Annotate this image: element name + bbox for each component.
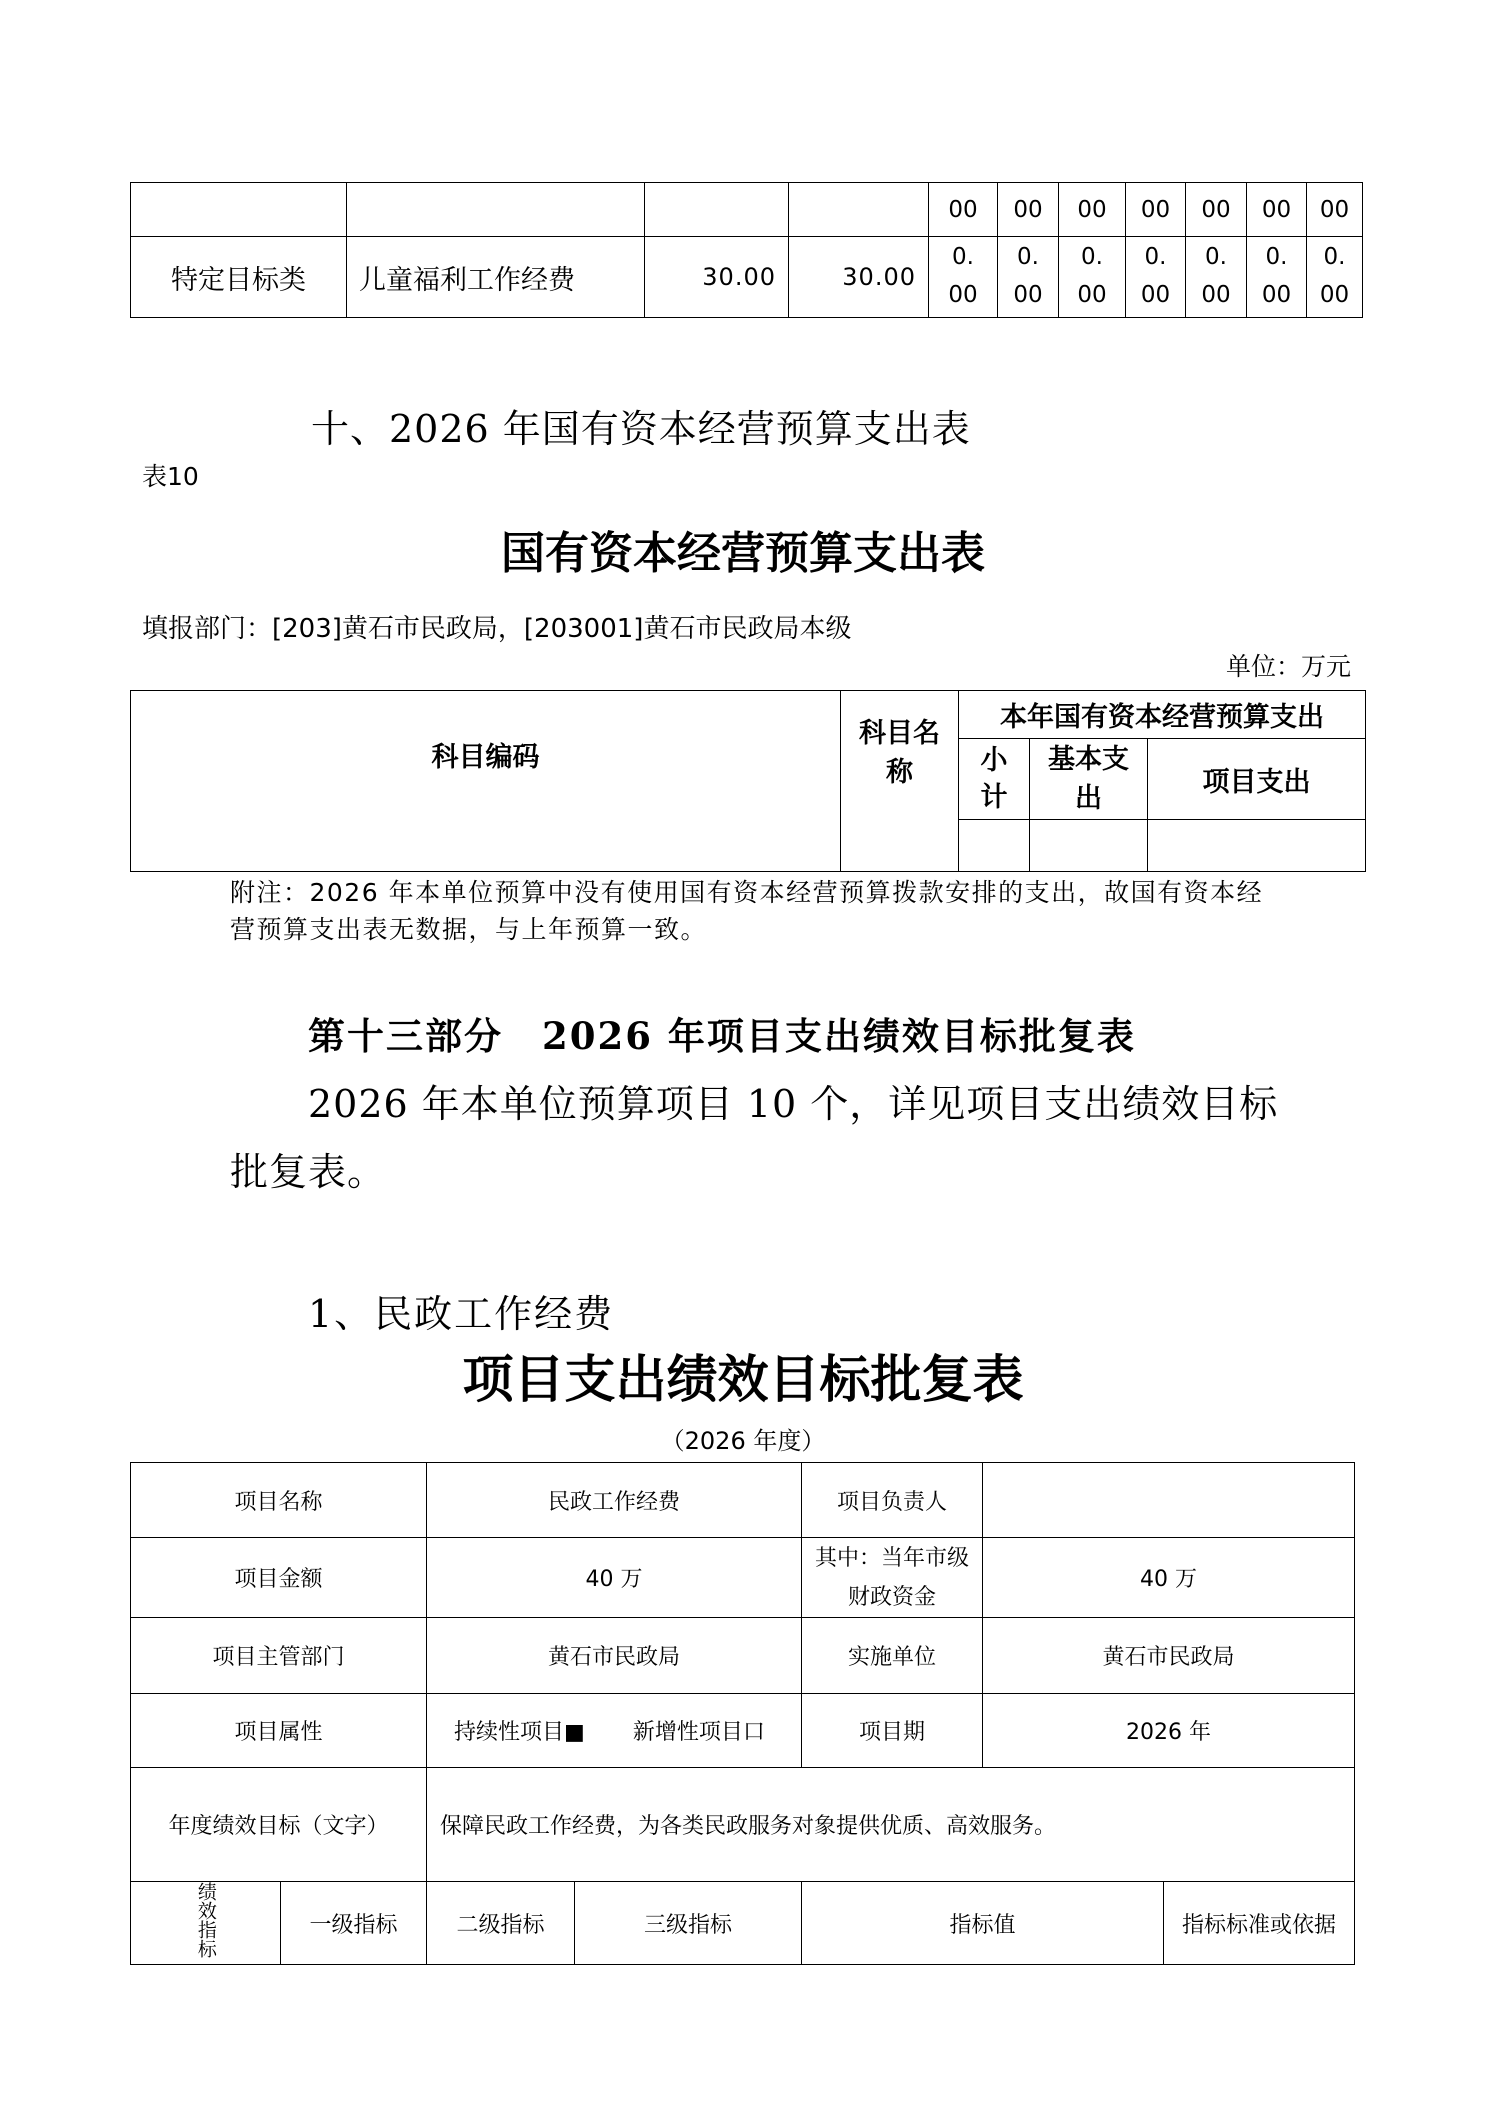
category-cell: 特定目标类 — [131, 237, 347, 318]
table-cell — [1247, 237, 1307, 318]
indicator-level1-header: 一级指标 — [281, 1882, 427, 1965]
form-row — [131, 1768, 1355, 1882]
amount-subtotal-cell: 30.00 — [789, 237, 929, 318]
cell-value: 0.00 — [1319, 244, 1350, 308]
label-impl-unit: 实施单位 — [802, 1618, 983, 1694]
form-title: 项目支出绩效目标批复表 — [462, 1350, 1024, 1410]
table-cell: 00 — [1307, 183, 1363, 237]
form-row — [131, 1463, 1355, 1538]
table-title: 国有资本经营预算支出表 — [501, 528, 985, 579]
label-project-name: 项目名称 — [131, 1463, 427, 1538]
value-annual-goal: 保障民政工作经费，为各类民政服务对象提供优质、高效服务。 — [427, 1768, 1355, 1882]
cell-value: 0.00 — [948, 244, 978, 308]
table-cell: 00 — [929, 183, 998, 237]
cell-value: 0.00 — [1077, 244, 1107, 308]
column-group-header: 本年国有资本经营预算支出 — [959, 691, 1366, 739]
label-city-funds-text: 其中：当年市级财政资金 — [815, 1545, 970, 1610]
value-impl-unit: 黄石市民政局 — [983, 1618, 1355, 1694]
table-cell: 00 — [1247, 183, 1307, 237]
table-cell — [959, 820, 1030, 872]
value-project-amount: 40 万 — [427, 1538, 802, 1618]
paragraph-line: 批复表。 — [230, 1150, 387, 1194]
indicator-basis-header: 指标标准或依据 — [1164, 1882, 1355, 1965]
amount-total-cell: 30.00 — [645, 237, 789, 318]
value-attribute — [427, 1694, 802, 1768]
table-header-row — [131, 691, 1366, 739]
value-project-name: 民政工作经费 — [427, 1463, 802, 1538]
table-cell: 00 — [1126, 183, 1186, 237]
indicator-group-header — [131, 1882, 281, 1965]
label-annual-goal: 年度绩效目标（文字） — [131, 1768, 427, 1882]
column-header-name-text: 科目名称 — [859, 718, 940, 788]
table-cell — [347, 183, 645, 237]
table-cell — [929, 237, 998, 318]
column-header-name — [841, 691, 959, 872]
table-cell — [131, 183, 347, 237]
indicator-level2-header: 二级指标 — [427, 1882, 575, 1965]
continued-budget-table — [130, 182, 1363, 318]
form-row — [131, 1538, 1355, 1618]
table-row — [131, 237, 1363, 318]
table-row — [131, 183, 1363, 237]
label-period: 项目期 — [802, 1694, 983, 1768]
table-cell — [998, 237, 1059, 318]
table-cell — [1307, 237, 1363, 318]
value-city-funds: 40 万 — [983, 1538, 1355, 1618]
form-row — [131, 1618, 1355, 1694]
project-name-cell: 儿童福利工作经费 — [347, 237, 645, 318]
column-header-project: 项目支出 — [1148, 739, 1366, 820]
table-cell: 00 — [1186, 183, 1247, 237]
section-heading: 十、2026 年国有资本经营预算支出表 — [311, 407, 971, 451]
indicator-group-text: 绩效指标 — [194, 1882, 217, 1958]
form-row — [131, 1694, 1355, 1768]
state-capital-budget-table — [130, 690, 1366, 872]
reporting-unit: 填报部门：[203]黄石市民政局，[203001]黄石市民政局本级 — [142, 614, 852, 644]
cell-value: 0.00 — [1261, 244, 1292, 308]
unit-label: 单位：万元 — [1225, 652, 1351, 681]
cell-value: 0.00 — [1013, 244, 1043, 308]
label-project-owner: 项目负责人 — [802, 1463, 983, 1538]
table-cell — [1186, 237, 1247, 318]
cell-value: 0.00 — [1201, 244, 1231, 308]
item-heading: 1、民政工作经费 — [308, 1292, 615, 1336]
form-year: （2026 年度） — [660, 1427, 826, 1455]
table-cell — [1030, 820, 1148, 872]
column-header-subtotal — [959, 739, 1030, 820]
indicator-level3-header: 三级指标 — [575, 1882, 802, 1965]
table-cell: 00 — [1059, 183, 1126, 237]
table-cell — [1148, 820, 1366, 872]
value-period: 2026 年 — [983, 1694, 1355, 1768]
table-number: 表10 — [142, 462, 199, 491]
label-city-funds — [802, 1538, 983, 1618]
note-line: 附注：2026 年本单位预算中没有使用国有资本经营预算拨款安排的支出，故国有资本经 — [230, 878, 1264, 907]
indicator-value-header: 指标值 — [802, 1882, 1164, 1965]
table-cell — [789, 183, 929, 237]
part-heading: 第十三部分 2026 年项目支出绩效目标批复表 — [308, 1014, 1136, 1058]
column-header-basic — [1030, 739, 1148, 820]
table-cell — [1126, 237, 1186, 318]
label-project-amount: 项目金额 — [131, 1538, 427, 1618]
label-dept: 项目主管部门 — [131, 1618, 427, 1694]
table-cell — [1059, 237, 1126, 318]
indicator-header-row — [131, 1882, 1355, 1965]
table-cell — [645, 183, 789, 237]
value-dept: 黄石市民政局 — [427, 1618, 802, 1694]
label-attribute: 项目属性 — [131, 1694, 427, 1768]
table-cell: 00 — [998, 183, 1059, 237]
performance-target-form — [130, 1462, 1355, 1965]
paragraph-line: 2026 年本单位预算项目 10 个，详见项目支出绩效目标 — [308, 1082, 1279, 1126]
cell-value: 0.00 — [1140, 244, 1171, 308]
value-project-owner — [983, 1463, 1355, 1538]
column-header-subtotal-text: 小计 — [980, 745, 1008, 813]
column-header-basic-text: 基本支出 — [1048, 744, 1129, 814]
column-header-code: 科目编码 — [131, 691, 841, 872]
attribute-continuing-checkbox: 持续性项目■ — [454, 1720, 585, 1745]
attribute-new-checkbox: 新增性项目口 — [632, 1720, 765, 1745]
note-line: 营预算支出表无数据，与上年预算一致。 — [230, 915, 708, 944]
